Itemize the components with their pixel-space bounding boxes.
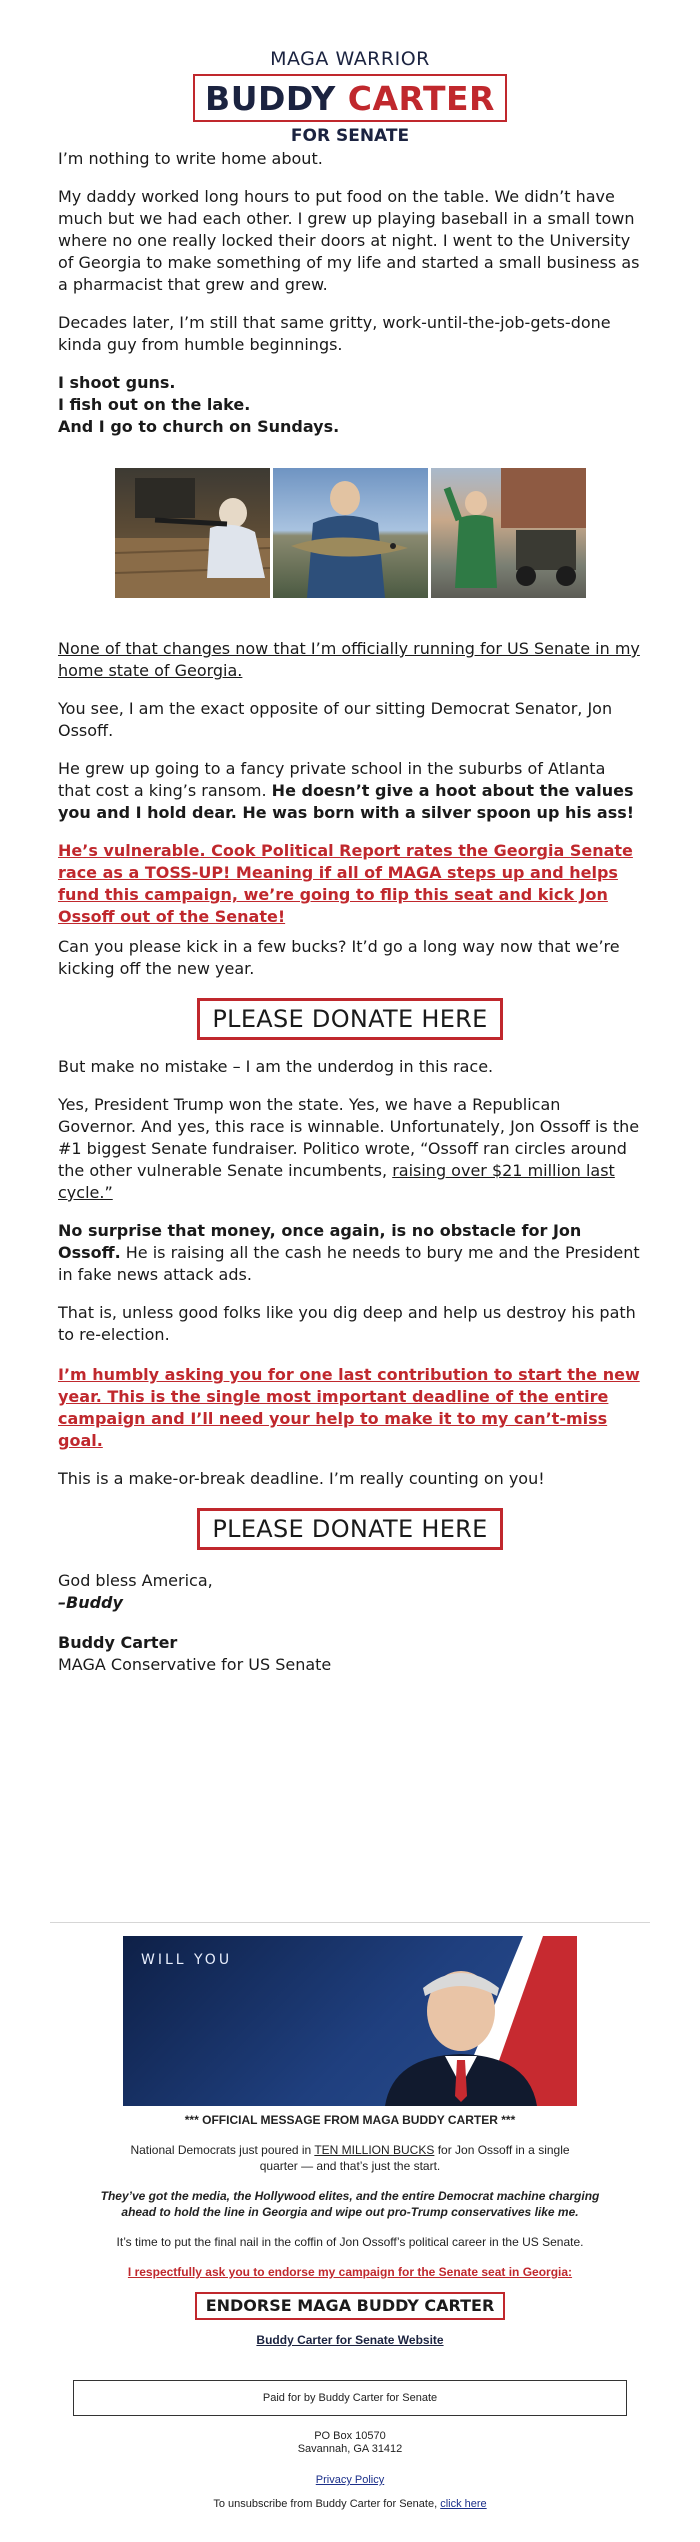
private-school-text: He grew up going to a fancy private school in the suburbs of Atlanta that cost a king’s ransom. <box>58 759 606 800</box>
paragraph-dig-deep: That is, unless good folks like you dig deep and help us destroy his path to re-election. <box>58 1303 636 1344</box>
ten-million-link[interactable]: TEN MILLION BUCKS <box>314 2143 435 2157</box>
photo-fishing <box>273 468 428 598</box>
unsubscribe-text: To unsubscribe from Buddy Carter for Senate, <box>213 2498 441 2510</box>
paragraph-private-school <box>58 758 642 824</box>
address-line-1: PO Box 10570 <box>314 2430 386 2442</box>
email-footer <box>0 1936 700 2512</box>
logo-first-name: BUDDY <box>205 79 336 118</box>
logo-name <box>205 80 495 118</box>
banner-heading: WILL YOU <box>141 1952 233 1968</box>
address-line-2: Savannah, GA 31412 <box>297 2443 403 2455</box>
signature-block <box>58 1570 642 1676</box>
paragraph-decades: Decades later, I’m still that same gritty, work-until-the-job-gets-done kinda guy from humble beginnings. <box>58 313 611 354</box>
paragraph-deadline: This is a make-or-break deadline. I’m really counting on you! <box>58 1469 545 1488</box>
endorse-ask-link[interactable]: I respectfully ask you to endorse my campaign for the Senate seat in Georgia: <box>127 2265 573 2279</box>
logo-subtitle: FOR SENATE <box>290 126 410 146</box>
privacy-policy-link[interactable]: Privacy Policy <box>315 2474 385 2486</box>
footer-paragraph-democrats <box>115 2142 585 2174</box>
signature-name: Buddy Carter <box>58 1633 178 1652</box>
logo-tagline: MAGA WARRIOR <box>270 48 430 70</box>
footer-paragraph-media: They’ve got the media, the Hollywood elites, and the entire Democrat machine charging ahead to hold the line in Georgia and wipe out pro-Trump conservatives like me. <box>100 2189 600 2219</box>
donate-button[interactable]: PLEASE DONATE HERE <box>197 998 502 1040</box>
endorse-button[interactable]: ENDORSE MAGA BUDDY CARTER <box>195 2292 506 2320</box>
footer-paragraph-final-nail: It’s time to put the final nail in the coffin of Jon Ossoff’s political career in the US Senate. <box>116 2235 584 2249</box>
no-obstacle-bold: No surprise that money, once again, is no obstacle for Jon Ossoff. <box>58 1221 582 1262</box>
toss-up-link[interactable]: He’s vulnerable. Cook Political Report rates the Georgia Senate race as a TOSS-UP! Meaning if all of MAGA steps up and helps fund this campaign, we’re going to flip this seat and kick Jon Ossoff out of the Senate! <box>58 841 633 926</box>
paid-for-box: Paid for by Buddy Carter for Senate <box>73 2380 627 2416</box>
logo-name-box <box>193 74 507 122</box>
paragraph-underdog: But make no mistake – I am the underdog in this race. <box>58 1057 494 1076</box>
donate-wrap-2 <box>58 1508 642 1550</box>
no-obstacle-text: He is raising all the cash he needs to bury me and the President in fake news attack ads. <box>58 1243 640 1284</box>
politico-link[interactable]: raising over $21 million last cycle.” <box>58 1161 615 1202</box>
bold-line-fish: I fish out on the lake. <box>58 395 251 414</box>
paragraph-intro: I’m nothing to write home about. <box>58 149 323 168</box>
donate-wrap-1 <box>58 998 642 1040</box>
democrats-text-b: for Jon Ossoff in a single quarter — and that’s just the start. <box>259 2143 570 2173</box>
paragraph-opposite: You see, I am the exact opposite of our sitting Democrat Senator, Jon Ossoff. <box>58 699 613 740</box>
paragraph-fundraiser <box>58 1094 642 1204</box>
signature-title: MAGA Conservative for US Senate <box>58 1655 332 1674</box>
official-message-line: *** OFFICIAL MESSAGE FROM MAGA BUDDY CARTER *** <box>184 2113 516 2127</box>
photo-strip <box>58 468 642 598</box>
sign-off: –Buddy <box>58 1593 123 1612</box>
bold-line-guns: I shoot guns. <box>58 373 176 392</box>
unsubscribe-link[interactable]: click here <box>440 2498 487 2510</box>
paragraph-few-bucks: Can you please kick in a few bucks? It’d go a long way now that we’re kicking off the new year. <box>58 937 620 978</box>
values-bold-text: He doesn’t give a hoot about the values you and I hold dear. He was born with a silver spoon up his ass! <box>58 781 635 822</box>
paragraph-no-obstacle <box>58 1220 642 1286</box>
bold-statements <box>58 372 642 438</box>
last-contribution-link[interactable]: I’m humbly asking you for one last contribution to start the new year. This is the single most important deadline of the entire campaign and I’ll need your help to make it to my can’t-miss goal. <box>58 1365 640 1450</box>
unsubscribe-line <box>0 2496 700 2512</box>
logo-last-name: CARTER <box>347 79 495 118</box>
mailing-address <box>0 2430 700 2456</box>
paragraph-childhood: My daddy worked long hours to put food on the table. We didn’t have much but we had each other. I grew up playing baseball in a small town where no one really locked their doors at night. I went to the University of Georgia to make something of my life and started a small business as a pharmacist that grew and grew. <box>58 187 640 294</box>
footer-banner[interactable] <box>123 1936 577 2106</box>
democrats-text-a: National Democrats just poured in <box>130 2143 315 2157</box>
campaign-logo <box>0 0 700 148</box>
closing-line: God bless America, <box>58 1571 213 1590</box>
bold-line-church: And I go to church on Sundays. <box>58 417 340 436</box>
campaign-website-link[interactable]: Buddy Carter for Senate Website <box>256 2333 444 2347</box>
paragraph-running-link[interactable]: None of that changes now that I’m officially running for US Senate in my home state of Georgia. <box>58 639 640 680</box>
email-body <box>0 148 700 1676</box>
donate-button-2[interactable]: PLEASE DONATE HERE <box>197 1508 502 1550</box>
photo-shooting <box>115 468 270 598</box>
photo-parade <box>431 468 586 598</box>
fundraiser-text: Yes, President Trump won the state. Yes, we have a Republican Governor. And yes, this race is winnable. Unfortunately, Jon Ossoff is the #1 biggest Senate fundraiser. Politico wrote, “Ossoff ran circles around the other vulnerable Senate incumbents, <box>58 1095 640 1180</box>
footer-divider <box>50 1922 650 1923</box>
